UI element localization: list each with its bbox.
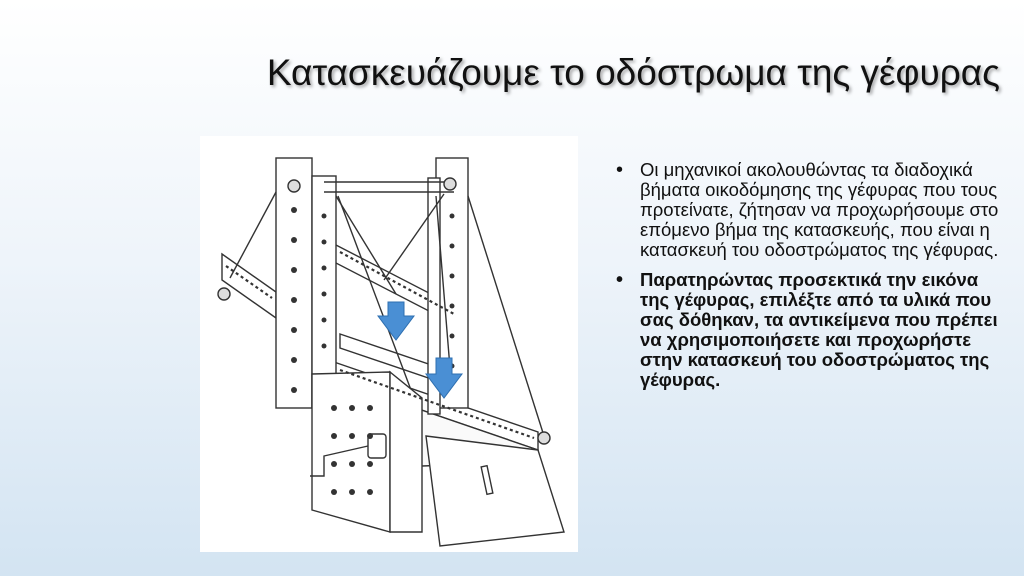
bullet-item-instructions: • Οι μηχανικοί ακολουθώντας τα διαδοχικά βήματα οικοδόμησης της γέφυρας που τους προτείνατε, ζήτησαν να προχωρήσουμε στο επόμενο βήμα της κατασκευής, που είναι η κατασκευή του οδοστρώματος της γέφυρας.: [616, 160, 1006, 260]
arrow-down-icon: [378, 302, 414, 340]
bridge-diagram: [200, 136, 578, 552]
slide-title: Κατασκευάζουμε το οδόστρωμα της γέφυρας: [266, 52, 1000, 93]
bridge-drawing: [200, 136, 578, 552]
bullet-item-task: • Παρατηρώντας προσεκτικά την εικόνα της γέφυρας, επιλέξτε από τα υλικά που σας δόθηκαν, τα αντικείμενα που πρέπει να χρησιμοποιήσετε και προχωρήστε στην κατασκευή του οδοστρώματος της γέφυρας.: [616, 270, 1006, 390]
bullet-list: [616, 160, 1006, 400]
